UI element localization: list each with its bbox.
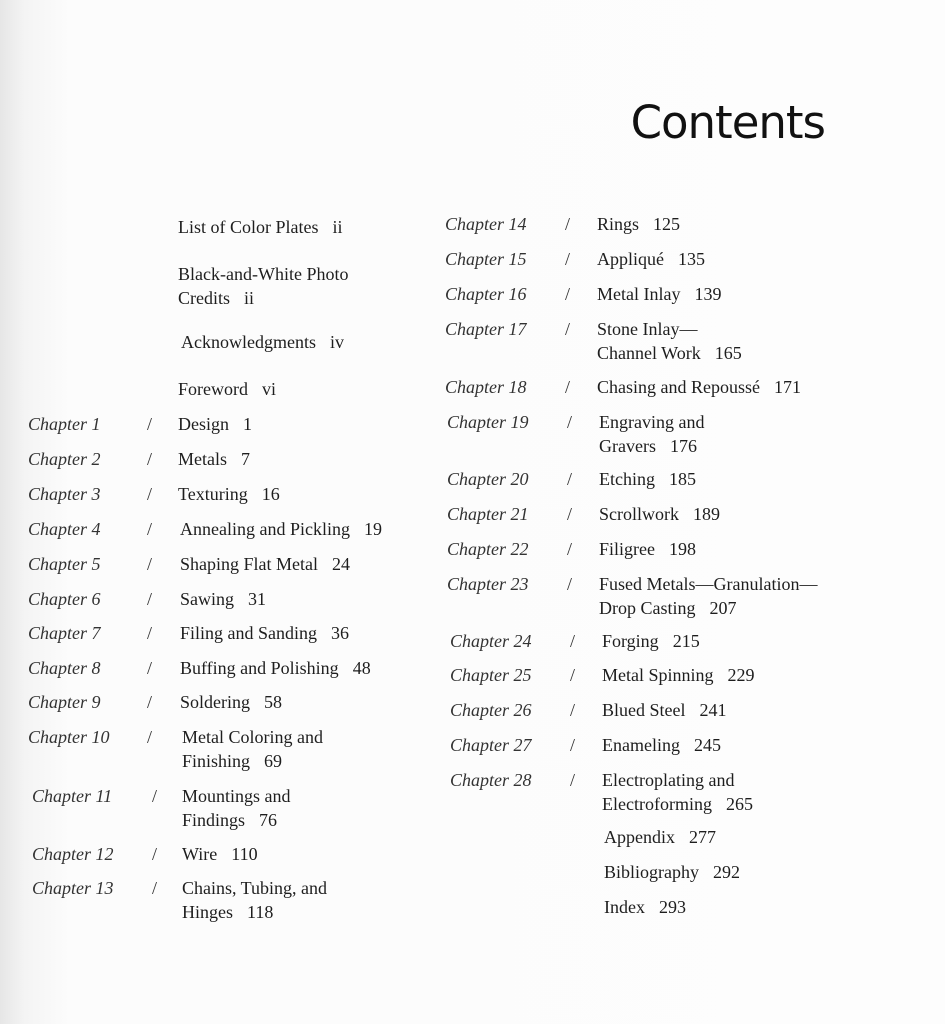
entry-title-line: Etching 185 bbox=[599, 469, 696, 489]
chapter-label: Chapter 10 bbox=[28, 727, 110, 747]
page-number: 165 bbox=[714, 343, 742, 363]
chapter-label: Chapter 12 bbox=[32, 844, 114, 864]
chapter-label: Chapter 16 bbox=[445, 284, 527, 304]
entry-title-line: Metal Coloring and bbox=[182, 727, 323, 747]
chapter-label: Chapter 26 bbox=[450, 700, 532, 720]
chapter-label: Chapter 19 bbox=[447, 412, 529, 432]
chapter-separator: / bbox=[152, 878, 158, 898]
chapter-separator: / bbox=[147, 589, 153, 609]
chapter-separator: / bbox=[152, 844, 158, 864]
chapter-entry bbox=[180, 587, 266, 611]
chapter-separator: / bbox=[147, 623, 153, 643]
chapter-entry bbox=[180, 552, 350, 576]
entry-title-line: Appliqué 135 bbox=[597, 249, 705, 269]
chapter-label: Chapter 3 bbox=[28, 484, 101, 504]
page-number: 245 bbox=[693, 735, 721, 755]
page-number: 69 bbox=[264, 751, 283, 771]
entry-title-line: Gravers 176 bbox=[599, 436, 697, 456]
chapter-label: Chapter 24 bbox=[450, 631, 532, 651]
entry-title-line: Shaping Flat Metal 24 bbox=[180, 554, 350, 574]
chapter-entry bbox=[180, 621, 349, 645]
page-number: 76 bbox=[259, 810, 278, 830]
entry-title-line: Enameling 245 bbox=[602, 735, 721, 755]
page-number: iv bbox=[329, 332, 344, 352]
entry-title-line: Electroforming 265 bbox=[602, 794, 753, 814]
chapter-entry bbox=[602, 629, 700, 653]
page-number: 135 bbox=[678, 249, 705, 269]
chapter-entry bbox=[180, 517, 382, 541]
entry-title-line: Rings 125 bbox=[597, 214, 681, 234]
entry-title-line: Appendix 277 bbox=[604, 827, 716, 847]
chapter-label: Chapter 13 bbox=[32, 878, 114, 898]
chapter-entry bbox=[178, 447, 250, 471]
chapter-entry bbox=[597, 282, 721, 306]
chapter-label: Chapter 1 bbox=[28, 414, 101, 434]
page-number: 16 bbox=[261, 484, 280, 504]
chapter-label: Chapter 27 bbox=[450, 735, 532, 755]
chapter-entry bbox=[599, 537, 696, 561]
chapter-entry bbox=[178, 412, 252, 436]
chapter-label: Chapter 22 bbox=[447, 539, 529, 559]
page-number: 277 bbox=[689, 827, 716, 847]
entry-title-line: Chasing and Repoussé 171 bbox=[597, 377, 801, 397]
entry-title-line: Foreword vi bbox=[178, 379, 277, 399]
entry-title-line: Filing and Sanding 36 bbox=[180, 623, 350, 643]
chapter-label: Chapter 9 bbox=[28, 692, 101, 712]
page-number: 189 bbox=[693, 504, 720, 524]
page-number: 292 bbox=[713, 862, 740, 882]
chapter-label: Chapter 17 bbox=[445, 319, 527, 339]
page-number: 229 bbox=[727, 665, 755, 685]
page-number: 241 bbox=[699, 700, 727, 720]
chapter-entry bbox=[597, 317, 742, 365]
chapter-entry bbox=[602, 698, 727, 722]
chapter-separator: / bbox=[567, 539, 573, 559]
chapter-entry bbox=[602, 663, 755, 687]
page-number: 265 bbox=[725, 794, 753, 814]
chapter-separator: / bbox=[565, 284, 571, 304]
chapter-entry bbox=[182, 842, 258, 866]
page-number: 171 bbox=[773, 377, 801, 397]
chapter-label: Chapter 2 bbox=[28, 449, 101, 469]
chapter-label: Chapter 20 bbox=[447, 469, 529, 489]
chapter-label: Chapter 7 bbox=[28, 623, 101, 643]
page-number: 139 bbox=[694, 284, 722, 304]
page-number: 207 bbox=[709, 598, 737, 618]
chapter-entry bbox=[599, 502, 720, 526]
chapter-label: Chapter 11 bbox=[32, 786, 113, 806]
page-number: 176 bbox=[669, 436, 697, 456]
chapter-separator: / bbox=[570, 735, 576, 755]
entry-title-line: Design 1 bbox=[178, 414, 252, 434]
chapter-separator: / bbox=[570, 631, 576, 651]
chapter-entry bbox=[178, 482, 280, 506]
entry-title-line: Scrollwork 189 bbox=[599, 504, 720, 524]
entry-title-line: Sawing 31 bbox=[180, 589, 266, 609]
entry-title-line: Finishing 69 bbox=[182, 751, 283, 771]
entry-title-line: Forging 215 bbox=[602, 631, 700, 651]
entry-title-line: Metal Inlay 139 bbox=[597, 284, 722, 304]
front-matter-entry bbox=[178, 377, 276, 401]
chapter-label: Chapter 8 bbox=[28, 658, 101, 678]
chapter-entry bbox=[599, 467, 696, 491]
chapter-label: Chapter 4 bbox=[28, 519, 101, 539]
page-number: 185 bbox=[669, 469, 696, 489]
front-matter-entry bbox=[178, 262, 348, 310]
page-number: 19 bbox=[363, 519, 382, 539]
back-matter-entry bbox=[604, 895, 686, 919]
chapter-separator: / bbox=[567, 412, 573, 432]
page-number: 31 bbox=[248, 589, 266, 609]
entry-title-line: Stone Inlay— bbox=[597, 319, 698, 339]
chapter-entry bbox=[182, 725, 323, 773]
entry-title-line: Findings 76 bbox=[182, 810, 278, 830]
chapter-separator: / bbox=[152, 786, 158, 806]
chapter-entry bbox=[180, 690, 282, 714]
chapter-separator: / bbox=[565, 214, 571, 234]
entry-title-line: Texturing 16 bbox=[178, 484, 280, 504]
entry-title-line: Wire 110 bbox=[182, 844, 258, 864]
chapter-entry bbox=[602, 733, 721, 757]
chapter-separator: / bbox=[570, 665, 576, 685]
entry-title-line: Annealing and Pickling 19 bbox=[180, 519, 382, 539]
chapter-entry bbox=[182, 784, 291, 832]
chapter-entry bbox=[599, 410, 704, 458]
chapter-entry bbox=[597, 212, 680, 236]
chapter-separator: / bbox=[567, 469, 573, 489]
chapter-separator: / bbox=[567, 574, 573, 594]
page-number: 36 bbox=[331, 623, 350, 643]
page-number: 48 bbox=[352, 658, 371, 678]
chapter-label: Chapter 25 bbox=[450, 665, 532, 685]
chapter-separator: / bbox=[147, 727, 153, 747]
chapter-label: Chapter 28 bbox=[450, 770, 532, 790]
page-number: 24 bbox=[332, 554, 350, 574]
entry-title-line: Chains, Tubing, and bbox=[182, 878, 328, 898]
entry-title-line: Hinges 118 bbox=[182, 902, 274, 922]
chapter-label: Chapter 6 bbox=[28, 589, 101, 609]
entry-title-line: Blued Steel 241 bbox=[602, 700, 727, 720]
chapter-label: Chapter 18 bbox=[445, 377, 527, 397]
page-number: 215 bbox=[672, 631, 700, 651]
chapter-separator: / bbox=[147, 414, 153, 434]
chapter-entry bbox=[602, 768, 753, 816]
chapter-separator: / bbox=[147, 449, 153, 469]
chapter-separator: / bbox=[565, 377, 571, 397]
chapter-label: Chapter 5 bbox=[28, 554, 101, 574]
chapter-separator: / bbox=[147, 692, 153, 712]
chapter-separator: / bbox=[570, 770, 576, 790]
chapter-entry bbox=[597, 375, 801, 399]
front-matter-entry bbox=[178, 215, 343, 239]
page-number: 198 bbox=[669, 539, 696, 559]
chapter-separator: / bbox=[567, 504, 573, 524]
chapter-entry bbox=[599, 572, 817, 620]
entry-title-line: List of Color Plates ii bbox=[178, 217, 343, 237]
chapter-entry bbox=[597, 247, 705, 271]
entry-title-line: Fused Metals—Granulation— bbox=[599, 574, 818, 594]
entry-title-line: Acknowledgments iv bbox=[181, 332, 344, 352]
entry-title-line: Metals 7 bbox=[178, 449, 250, 469]
back-matter-entry bbox=[604, 860, 740, 884]
entry-title-line: Metal Spinning 229 bbox=[602, 665, 755, 685]
chapter-label: Chapter 15 bbox=[445, 249, 527, 269]
entry-title-line: Credits ii bbox=[178, 288, 255, 308]
page-title: Contents bbox=[630, 96, 825, 149]
page-number: 58 bbox=[264, 692, 282, 712]
page-number: ii bbox=[332, 217, 343, 237]
entry-title-line: Filigree 198 bbox=[599, 539, 696, 559]
chapter-entry bbox=[182, 876, 327, 924]
chapter-separator: / bbox=[147, 554, 153, 574]
page-number: 118 bbox=[247, 902, 274, 922]
page-number: 7 bbox=[241, 449, 250, 469]
chapter-label: Chapter 23 bbox=[447, 574, 529, 594]
entry-title-line: Drop Casting 207 bbox=[599, 598, 737, 618]
entry-title-line: Mountings and bbox=[182, 786, 291, 806]
page-number: 293 bbox=[658, 897, 686, 917]
entry-title-line: Black-and-White Photo bbox=[178, 264, 349, 284]
chapter-separator: / bbox=[147, 658, 153, 678]
chapter-separator: / bbox=[147, 484, 153, 504]
entry-title-line: Index 293 bbox=[604, 897, 686, 917]
chapter-separator: / bbox=[565, 319, 571, 339]
page-number: 110 bbox=[231, 844, 258, 864]
back-matter-entry bbox=[604, 825, 716, 849]
chapter-label: Chapter 14 bbox=[445, 214, 527, 234]
chapter-entry bbox=[180, 656, 371, 680]
chapter-label: Chapter 21 bbox=[447, 504, 529, 524]
page-number: vi bbox=[262, 379, 277, 399]
page-number: 1 bbox=[243, 414, 252, 434]
chapter-separator: / bbox=[147, 519, 153, 539]
entry-title-line: Engraving and bbox=[599, 412, 705, 432]
entry-title-line: Electroplating and bbox=[602, 770, 735, 790]
chapter-separator: / bbox=[565, 249, 571, 269]
page-number: 125 bbox=[653, 214, 681, 234]
front-matter-entry bbox=[181, 330, 344, 354]
chapter-separator: / bbox=[570, 700, 576, 720]
entry-title-line: Bibliography 292 bbox=[604, 862, 740, 882]
entry-title-line: Soldering 58 bbox=[180, 692, 282, 712]
entry-title-line: Buffing and Polishing 48 bbox=[180, 658, 371, 678]
entry-title-line: Channel Work 165 bbox=[597, 343, 742, 363]
page-number: ii bbox=[244, 288, 255, 308]
